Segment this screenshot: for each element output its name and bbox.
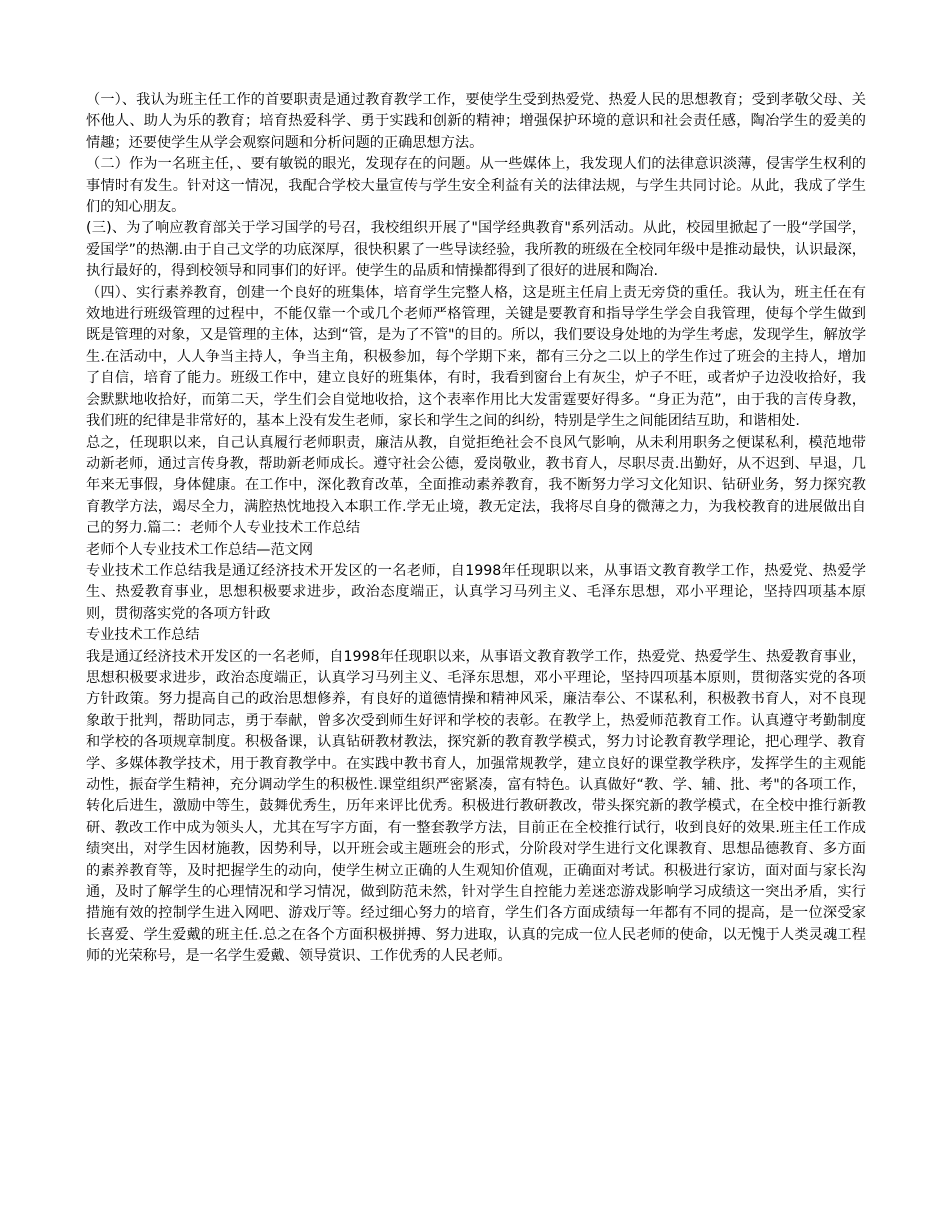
paragraph-duty-two: （二）作为一名班主任，、要有敏锐的眼光，发现存在的问题。从一些媒体上，我发现人们的法律意识淡薄，侵害学生权利的事情时有发生。针对这一情况，我配合学校大量宣传与学生安全利益有关的法律法规，与学生共同讨论。从此，我成了学生们的知心朋友。 bbox=[86, 156, 866, 216]
paragraph-main: 我是通辽经济技术开发区的一名老师，自1998年任现职以来，从事语文教育教学工作，热爱党、热爱学生、热爱教育事业，思想积极要求进步，政治态度端正，认真学习马列主义、毛泽东思想，邓小平理论，坚持四项基本原则，贯彻落实党的各项方针政策。努力提高自己的政治思想修养，有良好的道德情操和精神风采，廉洁奉公、不谋私利，积极教书育人，对不良现象敢于批判，帮助同志，勇于奉献，曾多次受到师生好评和学校的表彰。在教学上，热爱师范教育工作。认真遵守考勤制度和学校的各项规章制度。积极备课，认真钻研教材教法，探究新的教育教学模式，努力讨论教育教学理论，把心理学、教育学、多媒体教学技术，用于教育教学中。在实践中教书育人，加强常规教学，建立良好的课堂教学秩序，发挥学生的主观能动性，振奋学生精神，充分调动学生的积极性.课堂组织严密紧凑，富有特色。认真做好“教、学、辅、批、考"的各项工作，转化后进生，激励中等生，鼓舞优秀生，历年来评比优秀。积极进行教研教改，带头探究新的教学模式，在全校中推行新教研、教改工作中成为领头人，尤其在写字方面，有一整套教学方法，目前正在全校推行试行，收到良好的效果.班主任工作成绩突出，对学生因材施教，因势利导，以开班会或主题班会的形式，分阶段对学生进行文化课教育、思想品德教育、多方面的素养教育等，及时把握学生的动向，使学生树立正确的人生观知价值观，正确面对考试。积极进行家访，面对面与家长沟通，及时了解学生的心理情况和学习情况，做到防范未然，针对学生自控能力差迷恋游戏影响学习成绩这一突出矛盾，实行措施有效的控制学生进入网吧、游戏厅等。经过细心努力的培育，学生们各方面成绩每一年都有不同的提高，是一位深受家长喜爱、学生爱戴的班主任.总之在各个方面积极拼搏、努力进取，认真的完成一位人民老师的使命，以无愧于人类灵魂工程师的光荣称号，是一名学生爱戴、领导赏识、工作优秀的人民老师。 bbox=[86, 648, 866, 965]
document-body bbox=[86, 90, 866, 968]
paragraph-intro: 专业技术工作总结我是通辽经济技术开发区的一名老师，自1998年任现职以来，从事语文教育教学工作，热爱党、热爱学生、热爱教育事业，思想积极要求进步，政治态度端正，认真学习马列主义、毛泽东思想，邓小平理论，坚持四项基本原则，贯彻落实党的各项方针政 bbox=[86, 562, 866, 622]
section-subtitle: 专业技术工作总结 bbox=[86, 627, 200, 644]
section-title: 老师个人专业技术工作总结—范文网 bbox=[86, 541, 314, 558]
paragraph-duty-three: (三)、为了响应教育部关于学习国学的号召，我校组织开展了"国学经典教育"系列活动。从此，校园里掀起了一股“学国学，爱国学”的热潮.由于自己文学的功底深厚，很快积累了一些导读经验，我所教的班级在全校同年级中是推动最快，认识最深，执行最好的，得到校领导和同事们的好评。使学生的品质和情操都得到了很好的进展和陶冶. bbox=[86, 220, 866, 280]
paragraph-duty-four: （四）、实行素养教育，创建一个良好的班集体，培育学生完整人格，这是班主任肩上责无旁贷的重任。我认为，班主任在有效地进行班级管理的过程中，不能仅靠一个或几个老师严格管理，关键是要教育和指导学生学会自我管理，使每个学生做到既是管理的对象，又是管理的主体，达到“管，是为了不管"的目的。所以，我们要设身处地的为学生考虑，发现学生，解放学生.在活动中，人人争当主持人，争当主角，积极参加，每个学期下来，都有三分之二以上的学生作过了班会的主持人，增加了自信，培育了能力。班级工作中，建立良好的班集体，有时，我看到窗台上有灰尘，炉子不旺，或者炉子边没收拾好，我会默默地收拾好，而第二天，学生们会自觉地收拾，这个表率作用比大发雷霆要好得多。“身正为范”，由于我的言传身教，我们班的纪律是非常好的，基本上没有发生老师，家长和学生之间的纠纷，特别是学生之间能团结互助，和谐相处. bbox=[86, 284, 867, 430]
paragraph-duty-one: （一）、我认为班主任工作的首要职责是通过教育教学工作，要使学生受到热爱党、热爱人民的思想教育；受到孝敬父母、关怀他人、助人为乐的教育；培育热爱科学、勇于实践和创新的精神；增强保护环境的意识和社会责任感，陶冶学生的爱美的情趣；还要使学生从学会观察问题和分析问题的正确思想方法。 bbox=[86, 92, 866, 151]
paragraph-summary: 总之，任现职以来，自己认真履行老师职责，廉洁从教，自觉拒绝社会不良风气影响，从未利用职务之便谋私利，模范地带动新老师，通过言传身教，帮助新老师成长。遵守社会公德，爱岗敬业，教书育人，尽职尽责.出勤好，从不迟到、早退，几年来无事假，身体健康。在工作中，深化教育改革，全面推动素养教育，我不断努力学习文化知识、钻研业务，努力探究教育教学方法，竭尽全力，满腔热忱地投入本职工作.学无止境，教无定法，我将尽自身的微薄之力，为我校教育的进展做出自己的努力.篇二：老师个人专业技术工作总结 bbox=[86, 434, 866, 537]
